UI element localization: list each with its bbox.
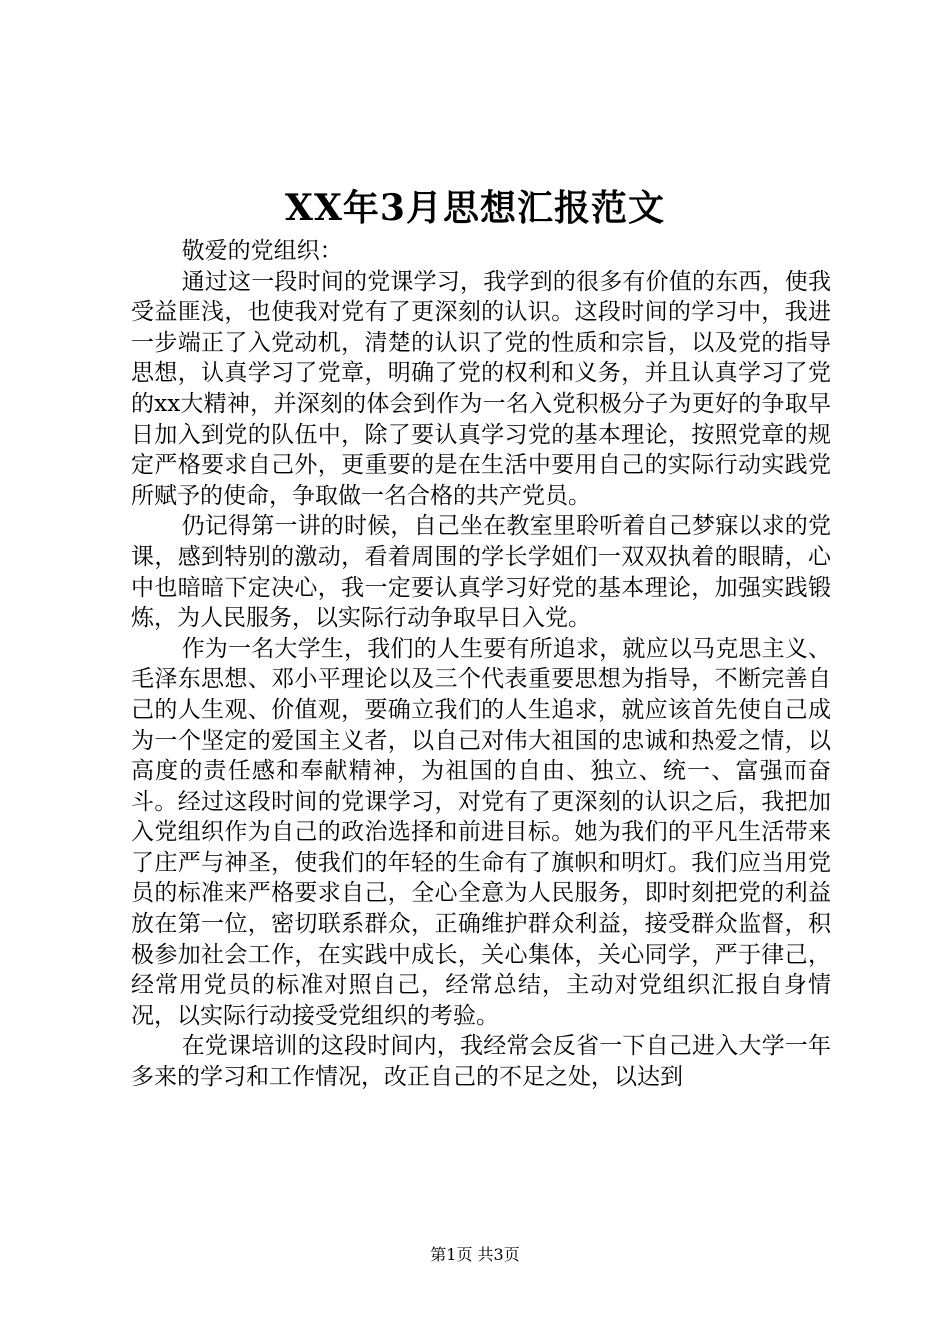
page-footer: 第1页 共3页 <box>430 1245 520 1264</box>
salutation: 敬爱的党组织： <box>181 238 343 264</box>
paragraph-3: 作为一名大学生，我们的人生要有所追求，就应以马克思主义、毛泽东思想、邓小平理论以及三个代表重要思想为指导，不断完善自己的人生观、价值观，要确立我们的人生追求，就应该首先使自己成为一个坚定的爱国主义者，以自己对伟大祖国的忠诚和热爱之情，以高度的责任感和奉献精神，为祖国的自由、独立、统一、富强而奋斗。经过这段时间的党课学习，对党有了更深刻的认识之后，我把加入党组织作为自己的政治选择和前进目标。她为我们的平凡生活带来了庄严与神圣，使我们的年轻的生命有了旗帜和明灯。我们应当用党员的标准来严格要求自己，全心全意为人民服务，即时刻把党的利益放在第一位，密切联系群众，正确维护群众利益，接受群众监督，积极参加社会工作，在实践中成长，关心集体，关心同学，严于律己，经常用党员的标准对照自己，经常总结，主动对党组织汇报自身情况，以实际行动接受党组织的考验。 <box>131 635 831 1029</box>
paragraph-2: 仍记得第一讲的时候，自己坐在教室里聆听着自己梦寐以求的党课，感到特别的激动，看着周围的学长学姐们一双双执着的眼睛，心中也暗暗下定决心，我一定要认真学习好党的基本理论，加强实践锻炼，为人民服务，以实际行动争取早日入党。 <box>131 513 831 632</box>
document-body <box>131 236 831 1093</box>
paragraph-1: 通过这一段时间的党课学习，我学到的很多有价值的东西，使我受益匪浅，也使我对党有了更深刻的认识。这段时间的学习中，我进一步端正了入党动机，清楚的认识了党的性质和宗旨，以及党的指导思想，认真学习了党章，明确了党的权利和义务，并且认真学习了党的xx大精神，并深刻的体会到作为一名入党积极分子为更好的争取早日加入到党的队伍中，除了要认真学习党的基本理论，按照党章的规定严格要求自己外，更重要的是在生活中要用自己的实际行动实践党所赋予的使命，争取做一名合格的共产党员。 <box>131 268 831 509</box>
paragraph-4: 在党课培训的这段时间内，我经常会反省一下自己进入大学一年多来的学习和工作情况，改正自己的不足之处，以达到 <box>131 1033 831 1091</box>
document-title: XX年3月思想汇报范文 <box>285 187 665 229</box>
